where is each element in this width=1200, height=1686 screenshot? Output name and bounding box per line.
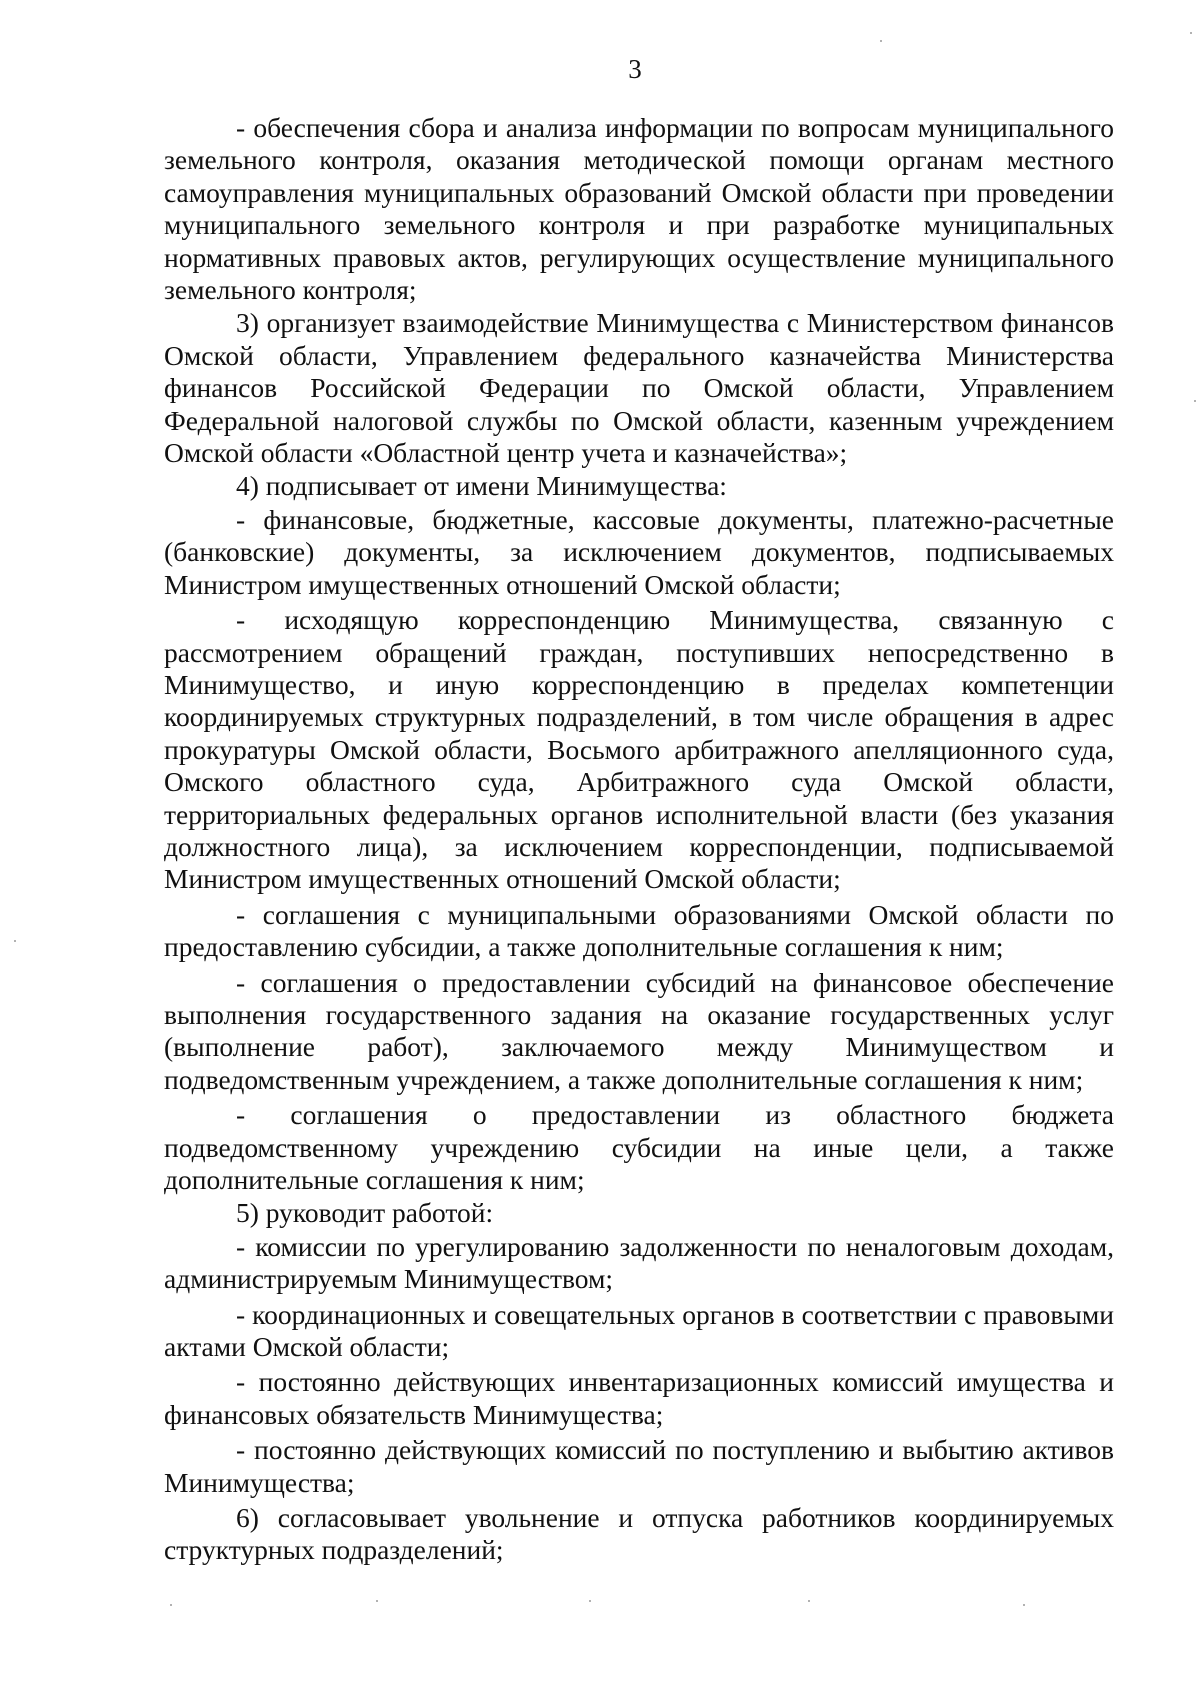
scan-speck <box>880 40 882 42</box>
paragraph: - комиссии по урегулированию задолженности по неналоговым доходам, администрируемым Минимуществом; <box>164 1230 1114 1295</box>
paragraph: - обеспечения сбора и анализа информации по вопросам муниципального земельного контроля, оказания методической помощи органам местного самоуправления муниципальных образований Омской области при проведении муниципального земельного контроля и при разработке муниципальных нормативных правовых актов, регулирующих осуществление муниципального земельного контроля; <box>164 112 1114 306</box>
paragraph: - исходящую корреспонденцию Минимущества, связанную с рассмотрением обращений граждан, поступивших непосредственно в Минимущество, и иную корреспонденцию в пределах компетенции координируемых структурных подразделений, в том числе обращения в адрес прокуратуры Омской области, Восьмого арбитражного апелляционного суда, Омского областного суда, Арбитражного суда Омской области, территориальных федеральных органов исполнительной власти (без указания должностного лица), за исключением корреспонденции, подписываемой Министром имущественных отношений Омской области; <box>164 604 1114 895</box>
paragraph: 6) согласовывает увольнение и отпуска работников координируемых структурных подразделений; <box>164 1502 1114 1566</box>
scan-speck <box>376 1600 378 1602</box>
page-number: 3 <box>628 54 642 84</box>
paragraph: 5) руководит работой: <box>236 1197 494 1229</box>
paragraph: 4) подписывает от имени Минимущества: <box>236 470 727 502</box>
paragraph: - соглашения с муниципальными образованиями Омской области по предоставлению субсидии, а также дополнительные соглашения к ним; <box>164 898 1114 963</box>
scan-speck <box>808 1600 810 1602</box>
scan-speck <box>14 940 16 942</box>
document-body <box>164 112 1114 1567</box>
scan-speck <box>1190 32 1192 34</box>
paragraph: - постоянно действующих комиссий по поступлению и выбытию активов Минимущества; <box>164 1434 1114 1498</box>
scan-speck <box>170 1604 172 1606</box>
paragraph: - соглашения о предоставлении из областного бюджета подведомственному учреждению субсидии на иные цели, а также дополнительные соглашения к ним; <box>164 1099 1114 1195</box>
paragraph: - постоянно действующих инвентаризационных комиссий имущества и финансовых обязательств Минимущества; <box>164 1366 1114 1430</box>
paragraph: - финансовые, бюджетные, кассовые документы, платежно-расчетные (банковские) документы, за исключением документов, подписываемых Министром имущественных отношений Омской области; <box>164 503 1114 600</box>
paragraph: - соглашения о предоставлении субсидий на финансовое обеспечение выполнения государственного задания на оказание государственных услуг (выполнение работ), заключаемого между Минимуществом и подведомственным учреждением, а также дополнительные соглашения к ним; <box>164 966 1114 1095</box>
scan-speck <box>1023 1604 1025 1606</box>
paragraph: 3) организует взаимодействие Минимущества с Министерством финансов Омской области, Управлением федерального казначейства Министерства финансов Российской Федерации по Омской области, Управлением Федеральной налоговой службы по Омской области, казенным учреждением Омской области «Областной центр учета и казначейства»; <box>164 307 1114 469</box>
scan-speck <box>589 1600 591 1602</box>
paragraph: - координационных и совещательных органов в соответствии с правовыми актами Омской области; <box>164 1298 1114 1363</box>
scan-speck <box>1194 400 1196 402</box>
